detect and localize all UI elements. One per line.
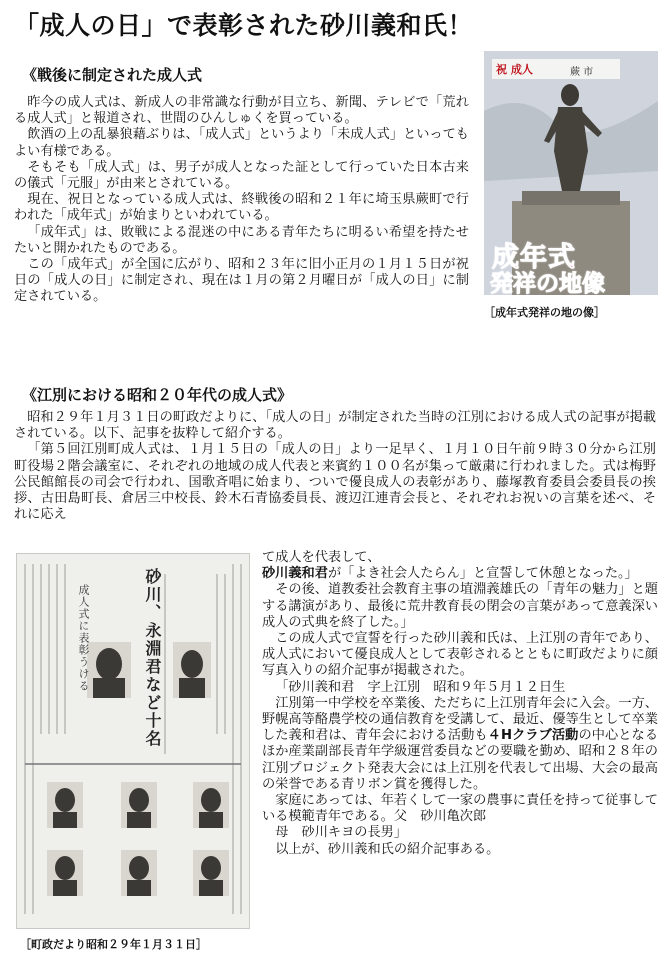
paragraph: この成人式で宣誓を行った砂川義和氏は、上江別の青年であり、成人式において優良成人として表彰されるとともに町政だよりに顔写真入りの紹介記事が掲載された。 xyxy=(262,631,658,679)
clipping-texture xyxy=(17,554,249,928)
profile-text: 江別第一中学校を卒業後、ただちに上江別青年会に入会。一方、野幌高等酪農学校の通信教育を受講して、最近、優等生として卒業した義和君は、青年会における活動も xyxy=(262,695,658,744)
clipping-subhead: 成人式に表彰うける xyxy=(77,584,90,692)
profile-family-2: 母 砂川キヨの長男」 xyxy=(275,825,408,841)
paragraph: 昨今の成人式は、新成人の非常識な行動が目立ち、新聞、テレビで「荒れる成人式」と報道され、世間のひんしゅくを買っている。 xyxy=(14,95,469,127)
section-body-ebetsu-right xyxy=(262,550,658,858)
section-body-ebetsu xyxy=(14,410,656,523)
page-title: 「成人の日」で表彰された砂川義和氏！ xyxy=(14,11,474,40)
paragraph: 飲酒の上の乱暴狼藉ぶりは、「成人式」というより「未成人式」といってもよい有様である。 xyxy=(14,127,469,159)
quote-ceremony: 「第５回江別町成人式は、１月１５日の「成人の日」より一足早く、１月１０日午前９時３０分から江別町役場２階会議室に、それぞれの地域の成人代表と来賓約１００名が集って厳粛に行われました。式は梅野公民館館長の司会で行われ、国歌斉唱に始まり、ついで優良成人の表彰があり、藤塚教育委員会委員長の挨拶、古田島町長、倉居三中校長、鈴木石青協委員長、渡辺江連青会長と、それぞれお祝いの言葉を述べ、それに応え xyxy=(14,442,656,523)
overlay-title-1: 成年式 xyxy=(492,242,576,273)
paragraph: この「成年式」が全国に広がり、昭和２３年に旧小正月の１月１５日が祝日の「成人の日」に制定され、現在は１月の第２月曜日が「成人の日」に制定されている。 xyxy=(14,257,469,305)
paragraph: 現在、祝日となっている成人式は、終戦後の昭和２１年に埼玉県蕨町で行われた「成年式」が始まりといわれている。 xyxy=(14,192,469,224)
paragraph: 「成年式」は、敗戦による混迷の中にある青年たちに明るい希望を持たせたいと開かれたものである。 xyxy=(14,224,469,256)
paragraph-intro: 昭和２９年１月３１日の町政だよりに、「成人の日」が制定された当時の江別における成人式の記事が掲載されている。以下、記事を抜粋して紹介する。 xyxy=(14,410,656,442)
sign-left: 祝 成人 xyxy=(496,63,533,76)
profile-family: 家庭にあっては、年若くして一家の農事に責任を持って従事している模範青年である。父 砂川亀次郎 xyxy=(262,793,658,825)
profile-body xyxy=(262,696,658,793)
photo-caption: ［成年式発祥の地の像］ xyxy=(484,306,605,319)
section-heading-ebetsu: 《江別における昭和２０年代の成人式》 xyxy=(22,386,293,404)
section-body-postwar xyxy=(14,95,469,306)
paragraph: その後、道教委社会教育主事の埴淵義雄氏の「青年の魅力」と題する講演があり、最後に荒井教育長の閉会の言葉があって意義深い成人の式典を終了した。」 xyxy=(262,582,658,630)
profile-text: の中心となるほか産業副部長青年学級運営委員などの要職を勤め、昭和２８年の江別プロジェクト発表大会には上江別を代表して出場、大会の最高の栄誉である青リボン賞を獲得した。 xyxy=(262,728,659,792)
quote-text: て成人を代表して、 xyxy=(262,550,381,565)
quote-name: 砂川義和君 xyxy=(262,566,328,582)
paragraph: そもそも「成人式」は、男子が成人となった証として行っていた日本古来の儀式「元服」が由来とされている。 xyxy=(14,159,469,192)
profile-heading: 「砂川義和君 字上江別 昭和９年５月１２日生 xyxy=(275,679,566,695)
newspaper-clipping xyxy=(16,553,250,929)
section-heading-postwar: 《戦後に制定された成人式 xyxy=(22,66,203,84)
quote-text: が「よき社会人たらん」と宣誓して休憩となった。」 xyxy=(327,566,638,582)
profile-4h-club: ４Hクラブ活動 xyxy=(487,728,579,744)
statue-photo xyxy=(484,51,658,295)
closing-line: 以上が、砂川義和氏の紹介記事ある。 xyxy=(275,841,500,857)
overlay-title-2: 発祥の地像 xyxy=(490,271,605,295)
sign-right: 蕨 市 xyxy=(570,67,594,78)
quote-continued xyxy=(262,550,658,582)
clipping-headline: 砂川、永淵君など十名 xyxy=(143,568,162,748)
clipping-caption: ［町政だより昭和２９年１月３１日］ xyxy=(20,938,207,951)
